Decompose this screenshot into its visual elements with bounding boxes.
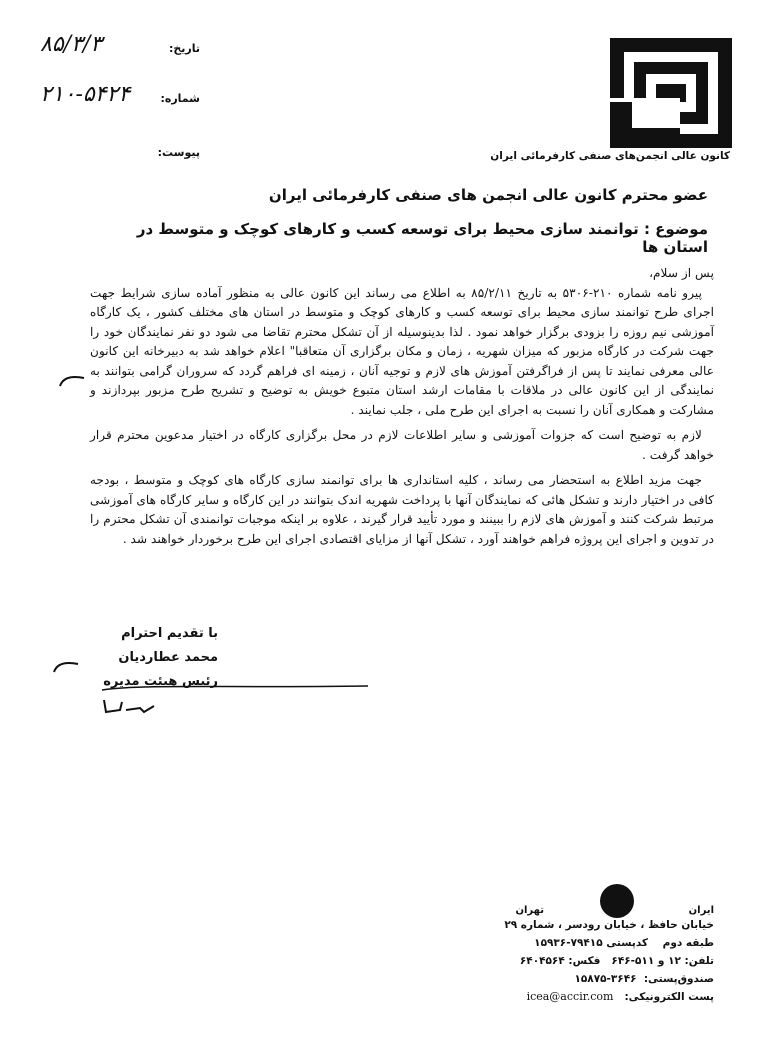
recipient-line: عضو محترم کانون عالی انجمن های صنفی کارفرمائی ایران [268, 186, 708, 204]
footer-location-row [484, 902, 714, 916]
footer-email[interactable]: icea@accir.com [526, 990, 614, 1003]
regards: با تقدیم احترام [121, 626, 218, 641]
signature-stroke-icon [100, 680, 370, 696]
attachment-row [40, 140, 200, 170]
footer-address [484, 902, 714, 1006]
date-value: ۸۵/۳/۳ [40, 32, 103, 57]
footer-po-box: ۳۶۴۶-۱۵۸۷۵ [574, 973, 637, 985]
footer-street: خیابان حافظ ، خیابان رودسر ، شماره ۲۹ [504, 919, 714, 931]
subject-line: موضوع : توانمند سازی محیط برای توسعه کسب و کارهای کوچک و متوسط در استان ها [136, 220, 708, 256]
signer-name: محمد عطاردیان [118, 650, 218, 665]
footer-email-label: پست الکترونیکی: [624, 991, 714, 1003]
signature-icon [100, 696, 160, 716]
paragraph-3: جهت مزید اطلاع به استحضار می رساند ، کلیه استانداری ها برای توانمند سازی کارگاه های کوچک و متوسط ، بودجه کافی در اختیار دارند و تشکل هائی که نمایندگان آنها با پرداخت شهریه اندک بتوانند در این کارگاه و سایر کارگاه های آموزشی مرتبط شرکت کنند و آموزش های لازم را ببینند و مورد تأیید قرار گیرند ، علاوه بر اینکه موجبات توانمندی آن تشکل محترم را در تدوین و اجرای این پروژه فراهم خواهند آورد ، تشکل آنها از مزایای اقتصادی اجرای این طرح برخوردار خواهند شد . [90, 473, 714, 546]
footer-phone: تلفن: ۱۲ و ۵۱۱-۶۴۶ [611, 955, 714, 967]
footer-floor: طبقه دوم [662, 937, 714, 949]
number-value: ۲۱۰-۵۴۲۴ [40, 82, 131, 107]
number-row [40, 82, 200, 116]
footer-fax: فکس: ۶۴۰۴۵۶۴ [519, 955, 601, 967]
footer-po-box-row [484, 970, 714, 988]
date-row [40, 32, 200, 66]
date-label: تاریخ: [168, 42, 200, 55]
signer-title: رئیس هیئت مدیره [103, 674, 218, 689]
letter-body [90, 264, 714, 549]
greeting: پس از سلام، [649, 266, 714, 280]
attachment-label: پیوست: [157, 146, 200, 159]
organization-name: کانون عالی انجمن‌های صنفی کارفرمائی ایران [490, 150, 730, 162]
organization-logo-icon [610, 38, 732, 148]
footer-city: تهران [515, 905, 544, 916]
paragraph-2: لازم به توضیح است که جزوات آموزشی و سایر اطلاعات لازم در محل برگزاری کارگاه در اختیار مدعوین محترم قرار خواهد گرفت . [90, 428, 714, 462]
number-label: شماره: [160, 92, 200, 105]
margin-mark-icon [58, 372, 88, 390]
paragraph-1: پیرو نامه شماره ۲۱۰-۵۳۰۶ به تاریخ ۸۵/۲/۱۱ به اطلاع می رساند این کانون عالی به منظور آماده سازی شرایط جهت اجرای طرح توانمند سازی محیط برای توسعه کسب و کارهای کوچک و متوسط در استان های مختلف کشور ، یک کارگاه آموزشی نیم روزه را بزودی برگزار خواهد نمود . لذا بدینوسیله از آن تشکل محترم تقاضا می شود دو نفر نمایندگان خود را جهت شرکت در کارگاه مزبور که میزان شهریه ، زمان و مکان برگزاری آن متعاقبا" اعلام خواهد شد به دبیرخانه این کانون عالی معرفی نمایند تا پس از فراگرفتن آموزش های لازم و توجیه آنان ، زمینه ای فراهم گردد که سروران گرامی بتوانند به نمایندگی از این کانون عالی در ملاقات با مقامات ارشد استان متبوع خویش به توضیح و تشریح طرح مزبور بپردازند و مشارکت و همکاری آنان را نسبت به اجرای این طرح ملی ، جلب نمایند . [90, 285, 714, 417]
footer-email-row [484, 988, 714, 1006]
footer-phone-fax [484, 952, 714, 970]
footer-po-box-label: صندوق‌پستی: [643, 973, 714, 985]
footer-country: ایران [688, 905, 714, 916]
footer-floor-postal [484, 934, 714, 952]
footer-postal-code: کدپستی ۷۹۴۱۵-۱۵۹۳۶ [534, 937, 648, 949]
